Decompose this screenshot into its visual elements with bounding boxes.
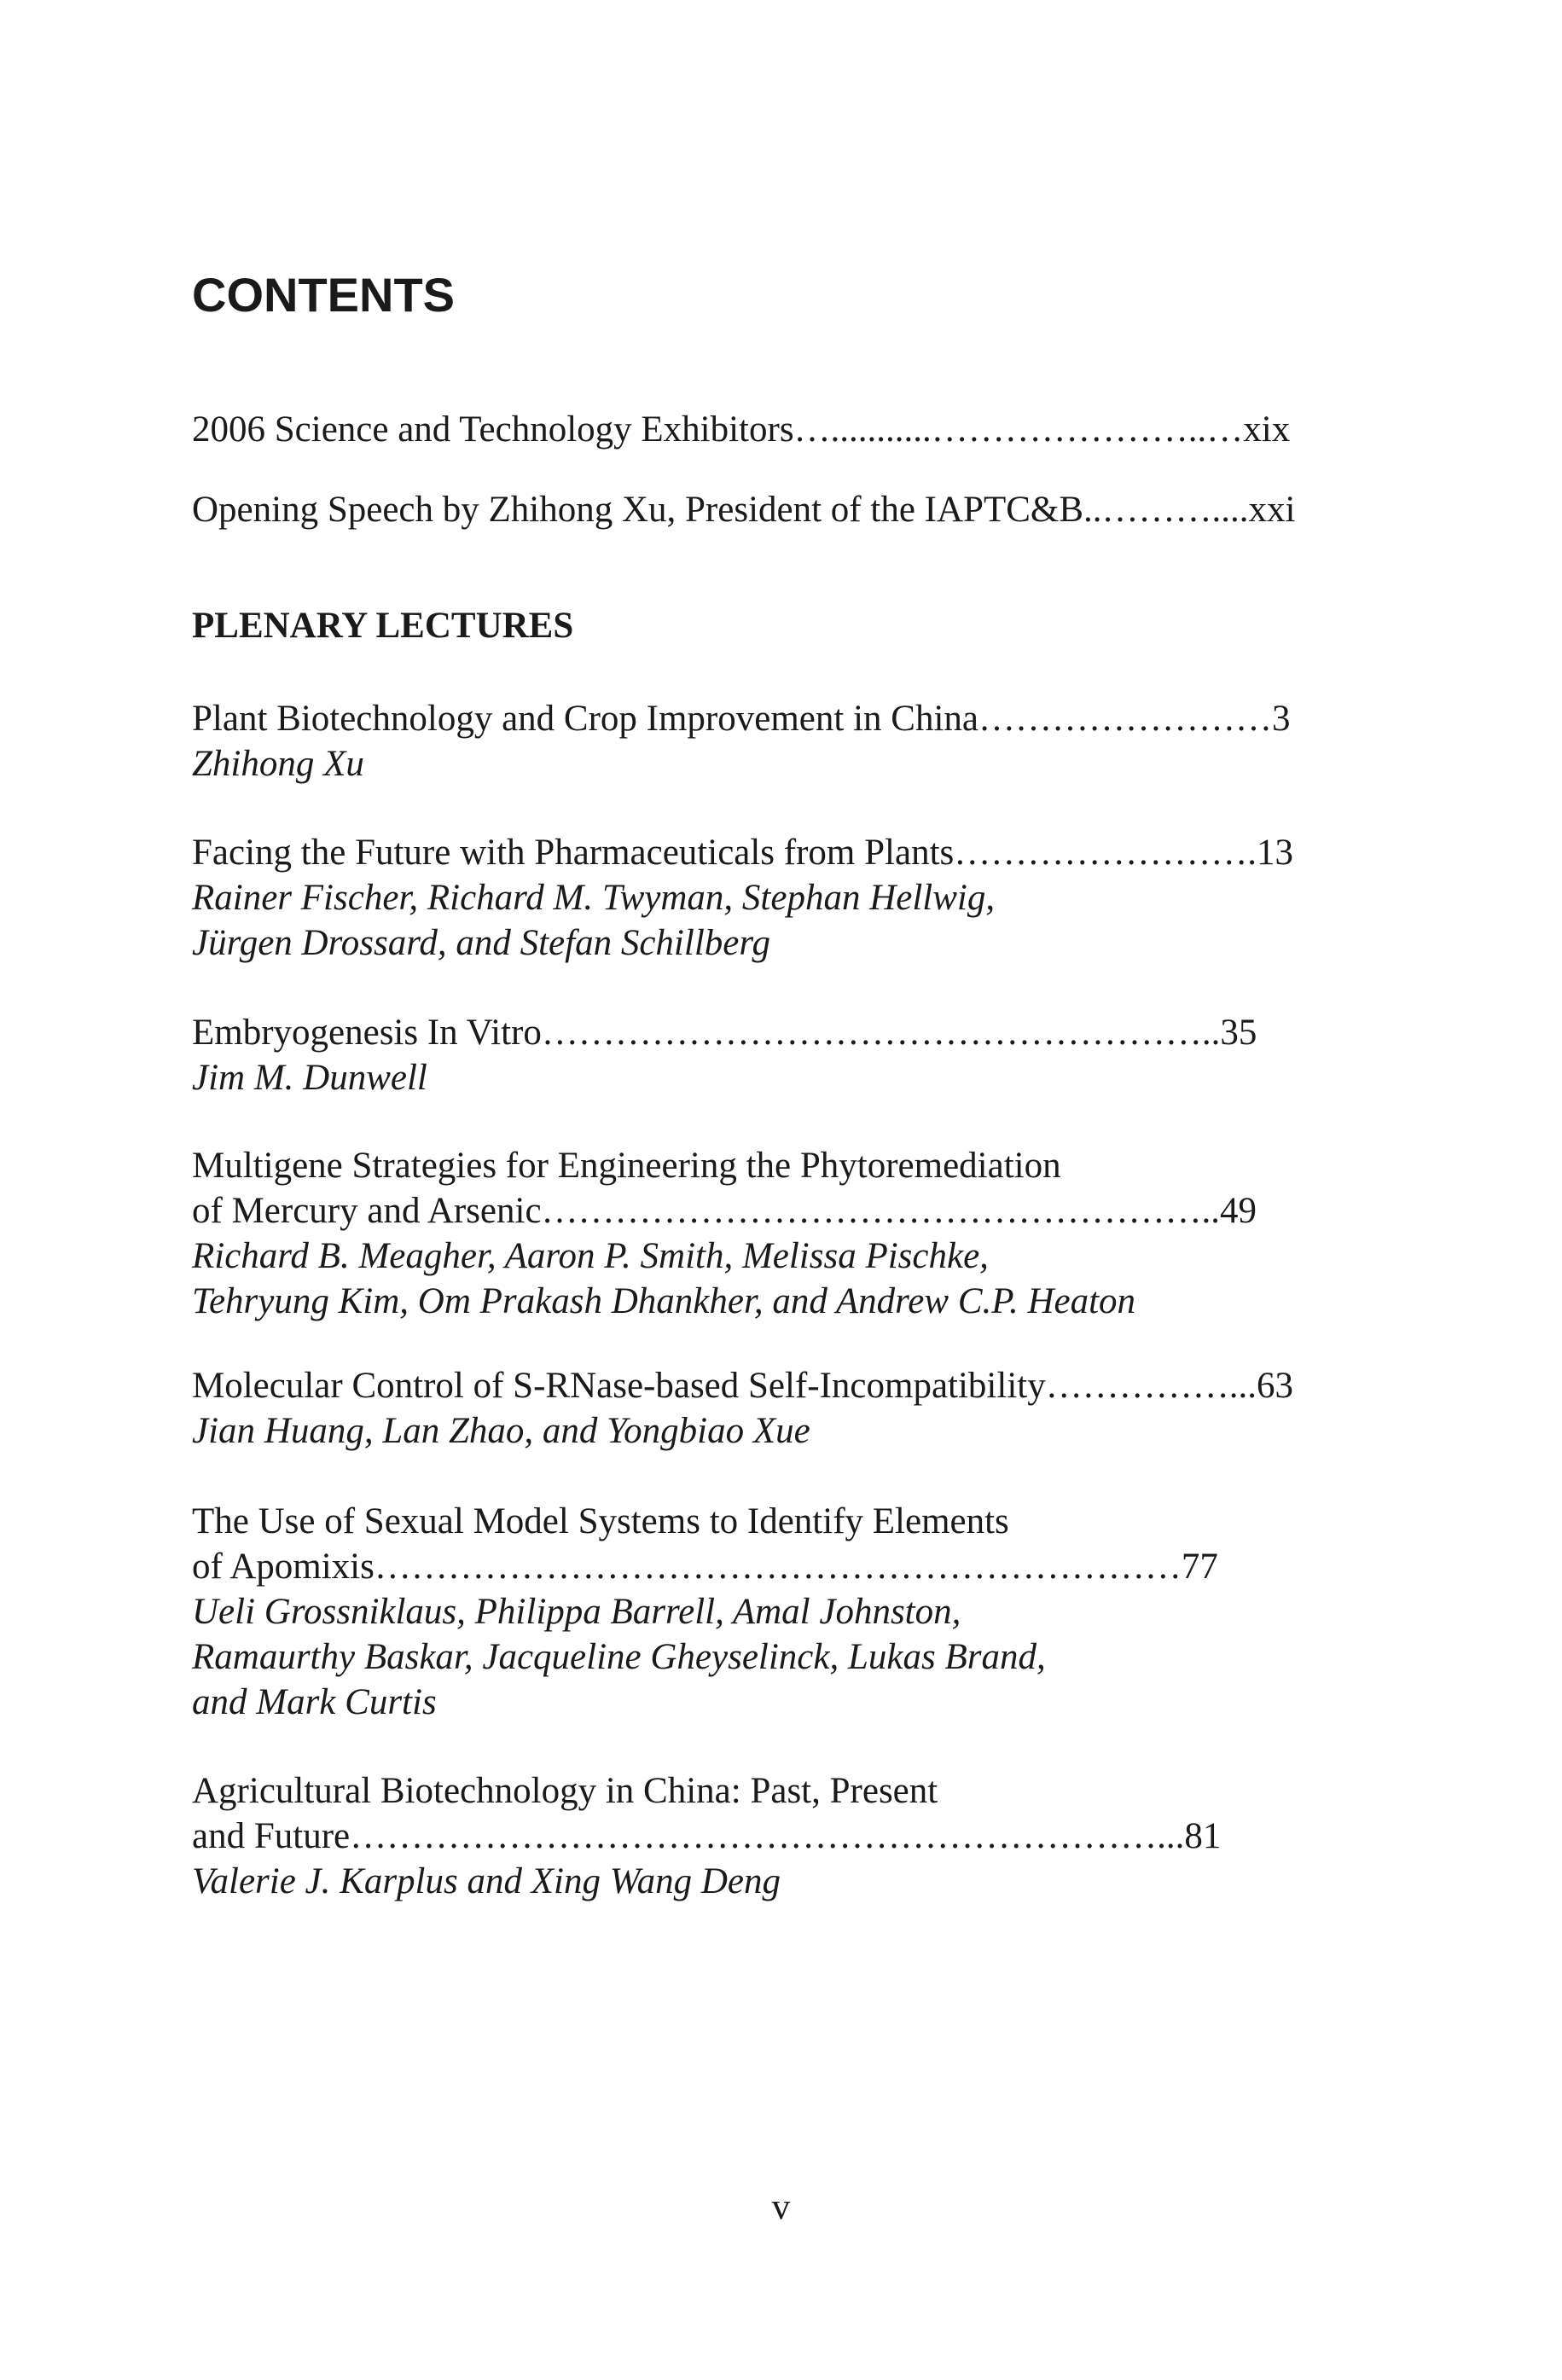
toc-entry [192,696,1370,787]
toc-entry-exhibitors: 2006 Science and Technology Exhibitors…...........…………………..…xix [192,409,1291,450]
toc-entry-opening-speech: Opening Speech by Zhihong Xu, President of the IAPTC&B..………....xxi [192,490,1296,530]
entry-title: Agricultural Biotechnology in China: Past, Present [192,1771,938,1811]
contents-heading: CONTENTS [192,268,455,322]
entry-authors: Zhihong Xu [192,744,364,784]
entry-authors: and Mark Curtis [192,1682,437,1722]
entry-authors: Tehryung Kim, Om Prakash Dhankher, and Andrew C.P. Heaton [192,1281,1136,1321]
entry-title: of Mercury and Arsenic………………………………………………..49 [192,1191,1257,1231]
entry-authors: Ueli Grossniklaus, Philippa Barrell, Amal Johnston, [192,1592,961,1632]
toc-entry [192,1768,1370,1904]
entry-title: Embryogenesis In Vitro………………………………………………..35 [192,1013,1257,1053]
entry-authors: Valerie J. Karplus and Xing Wang Deng [192,1861,781,1901]
entry-authors: Jim M. Dunwell [192,1058,427,1098]
entry-authors: Jürgen Drossard, and Stefan Schillberg [192,923,770,963]
entry-authors: Richard B. Meagher, Aaron P. Smith, Melissa Pischke, [192,1236,989,1276]
entry-authors: Ramaurthy Baskar, Jacqueline Gheyselinck, Lukas Brand, [192,1637,1046,1677]
toc-entry [192,1499,1370,1725]
toc-entry [192,1143,1370,1324]
toc-entry [192,830,1370,966]
entry-title: Facing the Future with Pharmaceuticals from Plants…………………….13 [192,833,1294,873]
section-title: PLENARY LECTURES [192,606,574,646]
entry-title: of Apomixis…………………………………………………………77 [192,1547,1218,1587]
entry-title: Plant Biotechnology and Crop Improvement in China……………………3 [192,699,1291,739]
entry-title: and Future…………………………………………………………...81 [192,1816,1222,1856]
entry-authors: Jian Huang, Lan Zhao, and Yongbiao Xue [192,1411,810,1451]
page-number: v [771,2187,791,2227]
toc-entry [192,1010,1370,1100]
entry-title: Molecular Control of S-RNase-based Self-Incompatibility……………...63 [192,1366,1293,1406]
entry-authors: Rainer Fischer, Richard M. Twyman, Stephan Hellwig, [192,878,996,918]
entry-title: The Use of Sexual Model Systems to Identify Elements [192,1501,1009,1541]
toc-entry [192,1363,1370,1454]
entry-title: Multigene Strategies for Engineering the Phytoremediation [192,1146,1061,1186]
